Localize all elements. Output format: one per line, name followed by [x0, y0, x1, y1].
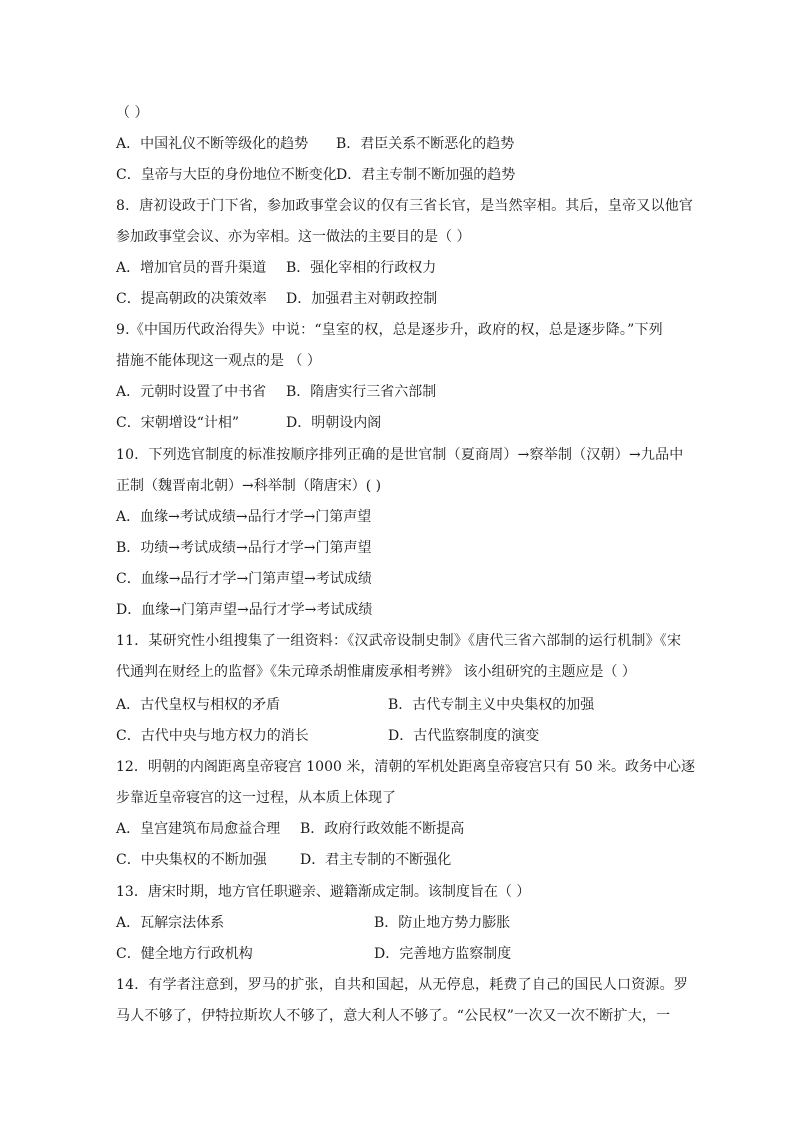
option-12a: A．皇宫建筑布局愈益合理 — [116, 821, 281, 837]
question-10-line1: 10．下列选官制度的标准按顺序排列正确的是世官制（夏商周）→察举制（汉朝）→九品中 — [116, 447, 684, 463]
option-7c: C．皇帝与大臣的身份地位不断变化 — [116, 167, 337, 183]
option-9d: D．明朝设内阁 — [286, 415, 382, 431]
option-8b: B．强化宰相的行政权力 — [286, 260, 437, 276]
question-9-line1: 9.《中国历代政治得失》中说：“皇室的权，总是逐步升，政府的权，总是逐步降。”下列 — [116, 322, 663, 338]
question-8-line2: 参加政事堂会议、亦为宰相。这一做法的主要目的是（ ） — [116, 229, 471, 245]
option-11b: B．古代专制主义中央集权的加强 — [388, 697, 595, 713]
option-13b: B．防止地方势力膨胀 — [374, 915, 511, 931]
option-9c: C．宋朝增设“计相” — [116, 415, 240, 431]
option-8a: A．增加官员的晋升渠道 — [116, 260, 267, 276]
option-11d: D．古代监察制度的演变 — [388, 728, 540, 744]
question-12-line2: 步靠近皇帝寝宫的这一过程，从本质上体现了 — [116, 790, 396, 806]
option-12d: D．君主专制的不断强化 — [300, 852, 452, 868]
option-7a: A．中国礼仪不断等级化的趋势 — [116, 136, 309, 152]
question-11-line1: 11．某研究性小组搜集了一组资料：《汉武帝设制史制》《唐代三省六部制的运行机制》《宋 — [116, 633, 682, 649]
option-11a: A．古代皇权与相权的矛盾 — [116, 697, 281, 713]
question-9-line2: 措施不能体现这一观点的是 （ ） — [116, 353, 321, 369]
option-13c: C．健全地方行政机构 — [116, 946, 253, 962]
question-14-line2: 马人不够了，伊特拉斯坎人不够了，意大利人不够了。“公民权”一次又一次不断扩大，一 — [116, 1008, 671, 1024]
question-14-line1: 14．有学者注意到，罗马的扩张，自共和国起，从无停息，耗费了自己的国民人口资源。罗 — [116, 977, 689, 993]
option-9a: A．元朝时设置了中书省 — [116, 384, 267, 400]
question-10-line2: 正制（魏晋南北朝）→科举制（隋唐宋）( ) — [116, 478, 382, 494]
question-8-line1: 8．唐初设政于门下省，参加政事堂会议的仅有三省长官，是当然宰相。其后，皇帝又以他官 — [116, 198, 694, 214]
option-12b: B．政府行政效能不断提高 — [300, 821, 465, 837]
option-8c: C．提高朝政的决策效率 — [116, 291, 267, 307]
option-10b: B．功绩→考试成绩→品行才学→门第声望 — [116, 540, 372, 556]
option-9b: B．隋唐实行三省六部制 — [286, 384, 437, 400]
option-11c: C．古代中央与地方权力的消长 — [116, 728, 309, 744]
option-13a: A．瓦解宗法体系 — [116, 915, 225, 931]
question-12-line1: 12．明朝的内阁距离皇帝寝宫 1000 米，清朝的军机处距离皇帝寝宫只有 50 米。政务中心逐 — [116, 759, 696, 775]
option-7b: B．君臣关系不断恶化的趋势 — [336, 136, 515, 152]
option-13d: D．完善地方监察制度 — [374, 946, 512, 962]
option-10c: C．血缘→品行才学→门第声望→考试成绩 — [116, 571, 372, 587]
option-10a: A．血缘→考试成绩→品行才学→门第声望 — [116, 509, 372, 525]
option-12c: C．中央集权的不断加强 — [116, 852, 267, 868]
option-8d: D．加强君主对朝政控制 — [286, 291, 438, 307]
question-13-line1: 13．唐宋时期，地方官任职避亲、避籍渐成定制。该制度旨在（ ） — [116, 884, 531, 900]
question-7-bracket: （ ） — [116, 105, 149, 121]
question-11-line2: 代通判在财经上的监督》《朱元璋杀胡惟庸废承相考辨》 该小组研究的主题应是（ ） — [116, 664, 636, 680]
option-10d: D．血缘→门第声望→品行才学→考试成绩 — [116, 602, 373, 618]
option-7d: D．君主专制不断加强的趋势 — [336, 167, 516, 183]
